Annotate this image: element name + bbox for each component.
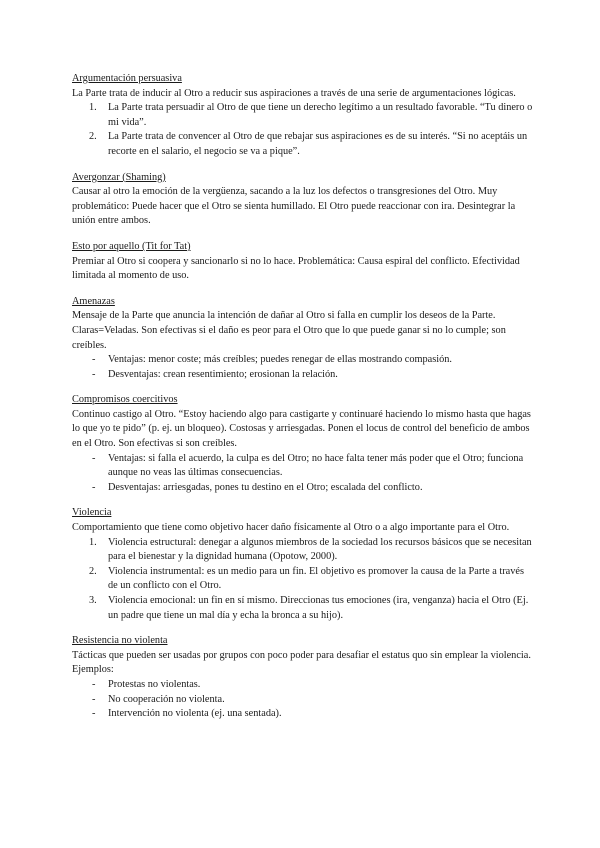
list-item bbox=[72, 565, 534, 594]
list-item bbox=[72, 678, 534, 693]
list-item-text: Intervención no violenta (ej. una sentada). bbox=[108, 708, 282, 720]
list-item-text: La Parte trata de convencer al Otro de que rebajar sus aspiraciones es de su interés. “Si no aceptáis un recorte en el salario, el negocio se va a pique”. bbox=[108, 131, 528, 157]
bullet-list bbox=[72, 353, 534, 382]
section-body: Tácticas que pueden ser usadas por grupos con poco poder para desafiar el estatus quo sin emplear la violencia. Ejemplos: bbox=[72, 649, 531, 676]
list-dash: - bbox=[92, 481, 96, 493]
list-item bbox=[72, 452, 534, 481]
list-dash: - bbox=[92, 354, 96, 366]
list-item-text: Protestas no violentas. bbox=[108, 678, 201, 690]
section-gap bbox=[72, 623, 534, 634]
section-heading: Argumentación persuasiva bbox=[72, 73, 182, 84]
section bbox=[72, 506, 534, 623]
section bbox=[72, 240, 534, 284]
numbered-list bbox=[72, 536, 534, 624]
list-item-text: No cooperación no violenta. bbox=[108, 693, 225, 705]
section-heading: Violencia bbox=[72, 507, 112, 519]
section-gap bbox=[72, 160, 534, 171]
list-item bbox=[72, 594, 534, 623]
list-item bbox=[72, 481, 534, 496]
section-body: Continuo castigo al Otro. “Estoy haciendo algo para castigarte y continuaré haciendo lo mismo hasta que hagas lo que yo te pido” (p. ej. un bloqueo). Costosas y arriesgadas. Ponen el locus de control del beneficio de ambos en el Otro. Son efectivas si son creíbles. bbox=[72, 408, 531, 450]
section-body: La Parte trata de inducir al Otro a reducir sus aspiraciones a través de una serie de argumentaciones lógicas. bbox=[72, 87, 516, 99]
list-item-text: Desventajas: crean resentimiento; erosionan la relación. bbox=[108, 368, 338, 380]
section-body: Causar al otro la emoción de la vergüenza, sacando a la luz los defectos o transgresiones del Otro. Muy problemático: Puede hacer que el Otro se sienta humillado. El Otro puede reaccionar con ira. Desintegrar la unión entre ambos. bbox=[72, 186, 516, 227]
list-number: 3. bbox=[89, 595, 97, 606]
section-heading: Avergonzar (Shaming) bbox=[72, 171, 166, 183]
list-number: 2. bbox=[89, 131, 97, 143]
list-item bbox=[72, 707, 534, 722]
section-body: Mensaje de la Parte que anuncia la intención de dañar al Otro si falla en cumplir los deseos de la Parte. Claras=Veladas. Son efectivas si el daño es peor para el Otro que lo que puede ganar si no lo cumple; son creíbles. bbox=[72, 310, 506, 351]
section-gap bbox=[72, 495, 534, 506]
section-heading: Amenazas bbox=[72, 295, 115, 307]
section-heading: Compromisos coercitivos bbox=[72, 394, 178, 406]
document-page bbox=[72, 72, 534, 722]
list-dash: - bbox=[92, 452, 96, 464]
bullet-list bbox=[72, 452, 534, 496]
bullet-list bbox=[72, 678, 534, 722]
section-gap bbox=[72, 382, 534, 393]
list-item-text: Ventajas: si falla el acuerdo, la culpa es del Otro; no hace falta tener más poder que el Otro; funciona aunque no veas las últimas consecuencias. bbox=[108, 452, 524, 479]
list-number: 2. bbox=[89, 565, 97, 577]
list-dash: - bbox=[92, 678, 96, 690]
list-number: 1. bbox=[89, 102, 97, 114]
section bbox=[72, 393, 534, 495]
list-item bbox=[72, 353, 534, 368]
section-heading: Esto por aquello (Tit for Tat) bbox=[72, 240, 191, 252]
section-body: Premiar al Otro si coopera y sancionarlo si no lo hace. Problemática: Causa espiral del conflicto. Efectividad limitada al momento de uso. bbox=[72, 255, 520, 282]
section-gap bbox=[72, 229, 534, 240]
list-item-text: Ventajas: menor coste; más creíbles; puedes renegar de ellas mostrando compasión. bbox=[108, 354, 452, 366]
section-body: Comportamiento que tiene como objetivo hacer daño físicamente al Otro o a algo importante para el Otro. bbox=[72, 522, 510, 534]
section-gap bbox=[72, 284, 534, 295]
list-dash: - bbox=[92, 368, 96, 380]
list-dash: - bbox=[92, 708, 96, 720]
list-item bbox=[72, 101, 534, 130]
section bbox=[72, 634, 534, 722]
list-item bbox=[72, 130, 534, 159]
list-item bbox=[72, 693, 534, 708]
list-item bbox=[72, 536, 534, 565]
list-item-text: Violencia instrumental: es un medio para un fin. El objetivo es promover la causa de la Parte a través de un conflicto con el Otro. bbox=[108, 565, 524, 592]
numbered-list bbox=[72, 101, 534, 159]
section-heading: Resistencia no violenta bbox=[72, 635, 168, 647]
list-item-text: Violencia emocional: un fin en sí mismo. Direccionas tus emociones (ira, venganza) hacia el Otro (Ej. un padre que tiene un mal día y echa la bronca a su hijo). bbox=[108, 595, 529, 621]
list-item-text: La Parte trata persuadir al Otro de que tiene un derecho legítimo a un resultado favorable. “Tu dinero o mi vida”. bbox=[108, 102, 533, 128]
list-dash: - bbox=[92, 693, 96, 705]
list-item-text: Desventajas: arriesgadas, pones tu destino en el Otro; escalada del conflicto. bbox=[108, 481, 423, 493]
section bbox=[72, 171, 534, 229]
list-item bbox=[72, 368, 534, 383]
list-number: 1. bbox=[89, 536, 97, 548]
section bbox=[72, 72, 534, 160]
section bbox=[72, 295, 534, 383]
list-item-text: Violencia estructural: denegar a algunos miembros de la sociedad los recursos básicos que se necesitan para el bienestar y la dignidad humana (Opotow, 2000). bbox=[108, 536, 532, 563]
